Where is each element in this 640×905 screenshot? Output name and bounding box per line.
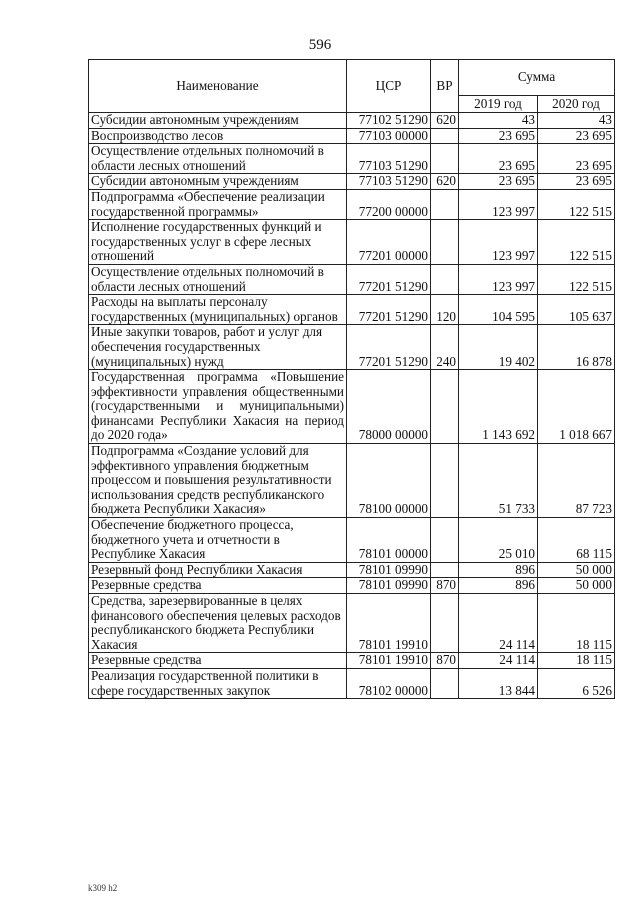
row-vr: 620: [431, 174, 459, 190]
row-csr: 77201 51290: [347, 295, 431, 325]
row-sum-2019: 24 114: [459, 653, 538, 669]
table-body: [89, 113, 615, 699]
row-csr: 78100 00000: [347, 444, 431, 518]
row-sum-2020: 1 018 667: [538, 370, 615, 444]
row-sum-2019: 13 844: [459, 668, 538, 698]
row-vr: 620: [431, 113, 459, 129]
row-vr: 120: [431, 295, 459, 325]
row-name: Осуществление отдельных полномочий в области лесных отношений: [89, 144, 347, 174]
row-name: Иные закупки товаров, работ и услуг для обеспечения государственных (муниципальных) нужд: [89, 325, 347, 370]
row-sum-2019: 896: [459, 562, 538, 578]
row-name: Средства, зарезервированные в целях финансового обеспечения целевых расходов республиканского бюджета Республики Хакасия: [89, 594, 347, 653]
footer-code: k309 h2: [88, 883, 118, 893]
row-sum-2020: 105 637: [538, 295, 615, 325]
row-csr: 77103 51290: [347, 174, 431, 190]
row-sum-2019: 896: [459, 578, 538, 594]
row-csr: 78101 19910: [347, 594, 431, 653]
row-csr: 78000 00000: [347, 370, 431, 444]
row-name: Обеспечение бюджетного процесса, бюджетного учета и отчетности в Республике Хакасия: [89, 518, 347, 563]
row-csr: 78102 00000: [347, 668, 431, 698]
row-csr: 77102 51290: [347, 113, 431, 129]
row-csr: 77201 51290: [347, 325, 431, 370]
row-csr: 77103 00000: [347, 128, 431, 144]
row-sum-2019: 23 695: [459, 174, 538, 190]
table-row: [89, 264, 615, 294]
row-sum-2019: 23 695: [459, 128, 538, 144]
budget-table: [88, 59, 615, 699]
row-sum-2020: 50 000: [538, 562, 615, 578]
row-vr: [431, 370, 459, 444]
row-name: Резервный фонд Республики Хакасия: [89, 562, 347, 578]
row-csr: 77201 51290: [347, 264, 431, 294]
row-vr: [431, 562, 459, 578]
row-name: Осуществление отдельных полномочий в области лесных отношений: [89, 264, 347, 294]
row-vr: 240: [431, 325, 459, 370]
row-sum-2019: 24 114: [459, 594, 538, 653]
row-sum-2019: 123 997: [459, 189, 538, 219]
row-sum-2020: 43: [538, 113, 615, 129]
table-row: [89, 174, 615, 190]
header-vr: ВР: [431, 60, 459, 113]
table-row: [89, 594, 615, 653]
row-name: Реализация государственной политики в сфере государственных закупок: [89, 668, 347, 698]
row-sum-2019: 104 595: [459, 295, 538, 325]
header-csr: ЦСР: [347, 60, 431, 113]
row-sum-2020: 23 695: [538, 174, 615, 190]
row-name: Субсидии автономным учреждениям: [89, 174, 347, 190]
table-row: [89, 325, 615, 370]
row-sum-2020: 122 515: [538, 264, 615, 294]
table-row: [89, 562, 615, 578]
table-row: [89, 444, 615, 518]
table-row: [89, 295, 615, 325]
row-csr: 78101 19910: [347, 653, 431, 669]
row-sum-2019: 23 695: [459, 144, 538, 174]
row-name: Подпрограмма «Обеспечение реализации государственной программы»: [89, 189, 347, 219]
row-sum-2019: 1 143 692: [459, 370, 538, 444]
header-name: Наименование: [89, 60, 347, 113]
row-csr: 78101 09990: [347, 578, 431, 594]
row-name: Государственная программа «Повышение эффективности управления общественными (государственными и муниципальными) финансами Республики Хакасия на период до 2020 года»: [89, 370, 347, 444]
header-sum: Сумма: [459, 60, 615, 96]
row-vr: 870: [431, 578, 459, 594]
row-sum-2019: 25 010: [459, 518, 538, 563]
row-sum-2020: 16 878: [538, 325, 615, 370]
row-csr: 77201 00000: [347, 220, 431, 265]
row-name: Резервные средства: [89, 578, 347, 594]
row-vr: [431, 144, 459, 174]
table-row: [89, 189, 615, 219]
row-vr: [431, 220, 459, 265]
row-name: Расходы на выплаты персоналу государственных (муниципальных) органов: [89, 295, 347, 325]
row-name: Исполнение государственных функций и государственных услуг в сфере лесных отношений: [89, 220, 347, 265]
table-header: [89, 60, 615, 113]
table-row: [89, 370, 615, 444]
row-sum-2020: 18 115: [538, 653, 615, 669]
row-vr: [431, 518, 459, 563]
row-vr: [431, 264, 459, 294]
table-row: [89, 578, 615, 594]
row-vr: [431, 444, 459, 518]
row-sum-2020: 23 695: [538, 128, 615, 144]
table-row: [89, 144, 615, 174]
row-vr: [431, 594, 459, 653]
row-sum-2020: 87 723: [538, 444, 615, 518]
table-row: [89, 113, 615, 129]
row-sum-2019: 43: [459, 113, 538, 129]
row-csr: 78101 09990: [347, 562, 431, 578]
row-csr: 78101 00000: [347, 518, 431, 563]
row-vr: [431, 189, 459, 219]
page-number: 596: [308, 37, 332, 53]
row-sum-2020: 23 695: [538, 144, 615, 174]
table-row: [89, 518, 615, 563]
row-name: Подпрограмма «Создание условий для эффективного управления бюджетным процессом и повышения результативности использования средств республиканского бюджета Республики Хакасия»: [89, 444, 347, 518]
row-sum-2019: 51 733: [459, 444, 538, 518]
table-row: [89, 128, 615, 144]
row-sum-2020: 122 515: [538, 189, 615, 219]
header-2020: 2020 год: [538, 96, 615, 113]
row-vr: 870: [431, 653, 459, 669]
row-name: Резервные средства: [89, 653, 347, 669]
row-sum-2020: 122 515: [538, 220, 615, 265]
table-row: [89, 653, 615, 669]
row-sum-2020: 18 115: [538, 594, 615, 653]
row-sum-2020: 50 000: [538, 578, 615, 594]
table-row: [89, 668, 615, 698]
row-sum-2020: 68 115: [538, 518, 615, 563]
row-sum-2019: 123 997: [459, 220, 538, 265]
row-csr: 77103 51290: [347, 144, 431, 174]
row-sum-2019: 19 402: [459, 325, 538, 370]
row-csr: 77200 00000: [347, 189, 431, 219]
row-sum-2020: 6 526: [538, 668, 615, 698]
table-row: [89, 220, 615, 265]
row-vr: [431, 128, 459, 144]
row-name: Субсидии автономным учреждениям: [89, 113, 347, 129]
row-sum-2019: 123 997: [459, 264, 538, 294]
row-vr: [431, 668, 459, 698]
row-name: Воспроизводство лесов: [89, 128, 347, 144]
header-2019: 2019 год: [459, 96, 538, 113]
